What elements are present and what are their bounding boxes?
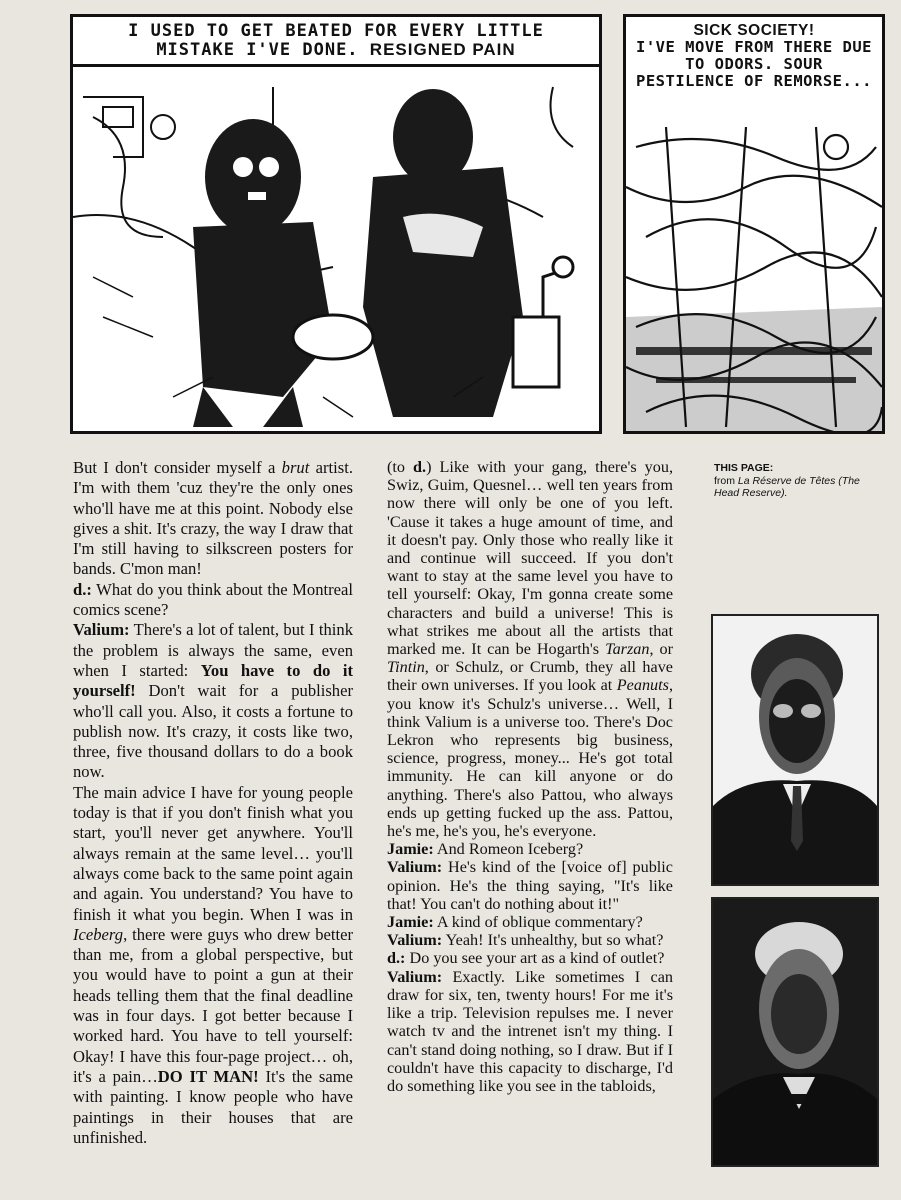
portrait-1-image [713,616,877,884]
middle-question-3 [387,949,673,967]
text-span: There's a lot of talent, but I think the problem is always the same, even when I started: [73,620,353,680]
text-span: , or Schulz, or Crumb, they all have their own universes. If you look at [387,658,673,695]
text-span: Exactly. Like sometimes I can draw for six, ten, twenty hours! For me it's like a trip. Television repulses me. I never watch tv and the intrenet isn't my thing. I can't stand doing nothing, so I draw. But if I couldn't have this capacity to discharge, I'd do something like you see in the tabloids, [387,967,673,1095]
text-span: Yeah! It's unhealthy, but so what? [442,931,664,950]
text-span: , you know it's Schulz's universe… Well, I think Valium is a universe too. There's Doc Lekron who represents big business, science, progress, money... He's got total immunity. He can kill anyone or do anything. There's also Pattou, who always ends up getting fucked up the ass. Pattou, he's me, he's you, he's everyone. [387,676,673,841]
panel-1-caption-emphasis: RESIGNED PAIN [369,39,516,59]
speaker-label: Valium: [73,620,130,640]
panel-2-caption [626,17,882,117]
speaker-label: Valium: [387,858,443,877]
credit-title: La Réserve de Têtes (The Head Reserve). [714,474,860,499]
left-answer-1 [73,620,353,782]
speaker-label: Valium: [387,931,443,950]
middle-answer-3 [387,968,673,1095]
text-bold: You have to do it yourself! [73,660,353,701]
text-span: artist. I'm with them 'cuz they're the only ones who'll have me at this point. Nobody else gives a shit. It's crazy, the way I draw that I'm still having to silkscreen posters for bands. C'mon man! [73,458,353,579]
article-column-middle [387,458,673,1095]
article-column-left [73,458,353,1148]
text-span: What do you think about the Montreal comics scene? [73,579,353,620]
portrait-2-image [713,899,877,1165]
middle-question-1 [387,840,673,858]
panel-1-illustration [73,17,599,431]
speaker-label: Valium: [387,967,443,986]
middle-answer-2 [387,931,673,949]
speaker-label: d.: [73,579,92,599]
panel-2-caption-lead: SICK SOCIETY! [693,22,815,39]
panel-1-caption-text: I USED TO GET BEATED FOR EVERY LITTLE MISTAKE I'VE DONE. [128,21,544,60]
text-span: The main advice I have for young people today is that if you don't finish what you start, you'll never get anywhere. You'll always remain at the same level… you'll always come back to the same point again and again. You understand? You have to finish it what you begin. When I was in [73,782,353,924]
speaker-label: d.: [387,949,406,968]
middle-question-2 [387,913,673,931]
text-span: But I don't consider myself a [73,458,282,477]
text-span: , or [649,640,673,659]
text-italic: Tintin [387,658,425,677]
speaker-label: Jamie: [387,913,434,932]
image-credit-note [714,462,884,500]
portrait-photo-1 [711,614,879,886]
left-question-1 [73,580,353,621]
text-span: Do you see your art as a kind of outlet? [405,949,665,968]
credit-prefix: from [714,474,738,487]
speaker-label: Jamie: [387,840,434,859]
middle-paragraph-1 [387,458,673,840]
text-italic: Tarzan [605,640,650,659]
text-italic: Peanuts [616,676,669,695]
left-paragraph-1 [73,458,353,580]
portrait-photo-2 [711,897,879,1167]
text-span: It's the same with painting. I know people who have paintings in their houses that are unfinished. [73,1066,353,1147]
comic-panel-1 [70,14,602,434]
middle-answer-1 [387,858,673,913]
text-italic: brut [281,458,310,477]
panel-1-caption [73,17,599,67]
left-paragraph-2 [73,783,353,1148]
text-span: And Romeon Iceberg? [433,840,584,859]
text-span: He's kind of the [voice of] public opinion. He's the thing saying, "It's like that! You can't do nothing about it!" [387,858,673,913]
text-italic: Iceberg [73,924,124,944]
panel-2-caption-text: I'VE MOVE FROM THERE DUE TO ODORS. SOUR PESTILENCE OF REMORSE... [636,38,872,91]
text-span: , there were guys who drew better than me, from a global perspective, but you would have to point a gun at their heads telling them that the final deadline was in four days. I got better because I worked hard. You have to tell yourself: Okay! I have this four-page project… oh, it's a pain… [73,924,353,1086]
text-span: (to [387,458,413,476]
text-span: Don't wait for a publisher who'll call you. Also, it costs a fortune to publish now. It's crazy, it costs like two, three, five thousand dollars to do a book now. [73,681,353,782]
text-span: A kind of oblique commentary? [433,913,643,932]
comic-panel-2 [623,14,885,434]
text-bold: d. [413,458,427,476]
text-bold: DO IT MAN! [157,1066,259,1086]
text-span: ) Like with your gang, there's you, Swiz, Guim, Quesnel… well ten years from now there will only be one of you left. 'Cause it takes a huge amount of time, and it doesn't pay. Only those who really like it and continue will succeed. If you don't want to stay at the same level you have to tell yourself: Okay, I'm gonna create some characters and build a universe! This is what strikes me about all the artists that marked me. It can be Hogarth's [387,458,674,659]
credit-label: THIS PAGE: [714,462,774,474]
